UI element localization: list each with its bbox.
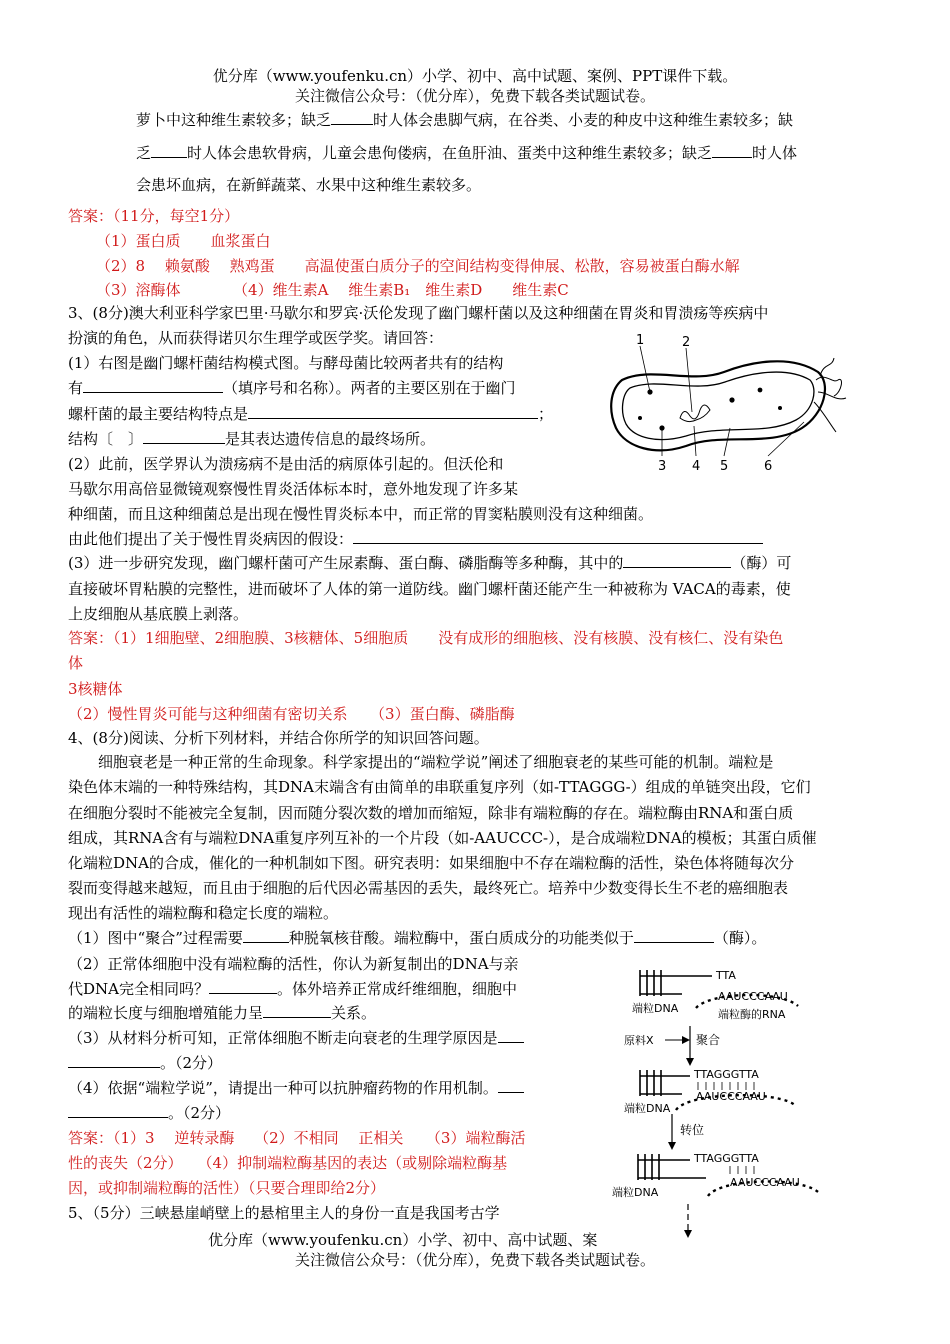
label-5: 5 bbox=[720, 459, 729, 474]
q2-answer-3: （3）溶酶体 （4）维生素A 维生素B₁ 维生素D 维生素C bbox=[96, 281, 569, 299]
q3-part3-b: 直接破坏胃粘膜的完整性，进而破坏了人体的第一道防线。幽门螺杆菌还能产生一种被称为 VACA的毒素，使 bbox=[68, 580, 791, 598]
q3-part1-d: 结构〔 〕 是其表达遗传信息的最终场所。 bbox=[68, 430, 436, 448]
stage-1 bbox=[632, 969, 798, 1021]
page-header-line-2: 关注微信公众号：（优分库），免费下载各类试题试卷。 bbox=[294, 87, 655, 105]
q4-answer-3: 因，或抑制端粒酶的活性）（只要合理即给2分） bbox=[68, 1179, 386, 1197]
blank[interactable] bbox=[263, 1003, 331, 1018]
q4-answer-1: 答案：（1）3 逆转录酶 （2）不相同 正相关 （3）端粒酶活 bbox=[68, 1129, 526, 1147]
blank[interactable] bbox=[331, 110, 373, 125]
q4-sub-2c: 的端粒长度与细胞增殖能力呈 关系。 bbox=[68, 1004, 377, 1022]
q3-answer-1: 答案：（1）1细胞壁、2细胞膜、3核糖体、5细胞质 没有成形的细胞核、没有核膜、没有核仁、没有染色 bbox=[68, 629, 784, 647]
raw-material-x-label: 原料X bbox=[624, 1034, 654, 1047]
q3-part2-d: 由此他们提出了关于慢性胃炎病因的假设： bbox=[68, 529, 763, 549]
q3-part1-a: (1）右图是幽门螺杆菌结构模式图。与酵母菌比较两者共有的结构 bbox=[68, 354, 504, 372]
q4-material-2: 染色体末端的一种特殊结构，其DNA末端含有由简单的串联重复序列（如-TTAGGG-）组成的单链突出段，它们 bbox=[68, 778, 811, 796]
blank[interactable] bbox=[634, 928, 714, 943]
q4-material-4: 组成，其RNA含有与端粒DNA重复序列互补的一个片段（如-AAUCCC-），是合成端粒DNA的模板；其蛋白质催 bbox=[68, 829, 817, 847]
q3-answer-4: （2）慢性胃炎可能与这种细菌有密切关系 （3）蛋白酶、磷脂酶 bbox=[68, 705, 515, 723]
q3-part3-a: (3）进一步研究发现，幽门螺杆菌可产生尿素酶、蛋白酶、磷脂酶等多种酶，其中的 （酶）可 bbox=[68, 554, 792, 572]
telomere-dna-label-2: 端粒DNA bbox=[624, 1102, 671, 1115]
translocation-label: 转位 bbox=[680, 1123, 705, 1137]
label-6: 6 bbox=[764, 459, 773, 474]
q4-sub-1: （1）图中“聚合”过程需要 种脱氧核苷酸。端粒酶中，蛋白质成分的功能类似于 （酶）。 bbox=[68, 929, 767, 947]
q4-material-3: 在细胞分裂时不能被完全复制，因而随分裂次数的增加而缩短，除非有端粒酶的存在。端粒酶由RNA和蛋白质 bbox=[68, 804, 794, 822]
q3-intro-2: 扮演的角色，从而获得诺贝尔生理学或医学奖。请回答： bbox=[68, 329, 444, 347]
telomere-dna-label-3: 端粒DNA bbox=[612, 1186, 659, 1199]
nucleoid bbox=[680, 405, 710, 422]
q3-intro-1: 3、(8分)澳大利亚科学家巴里·马歇尔和罗宾·沃伦发现了幽门螺杆菌以及这种细菌在胃炎和胃溃疡等疾病中 bbox=[68, 304, 769, 322]
blank[interactable] bbox=[68, 1053, 160, 1068]
q4-material-7: 现出有活性的端粒酶和稳定长度的端粒。 bbox=[68, 904, 339, 922]
q3-part2-b: 马歇尔用高倍显微镜观察慢性胃炎活体标本时，意外地发现了许多某 bbox=[68, 480, 519, 498]
flagella bbox=[814, 358, 846, 432]
blank[interactable] bbox=[68, 1103, 168, 1118]
q2-line-3: 会患坏血病，在新鲜蔬菜、水果中这种维生素较多。 bbox=[136, 176, 482, 194]
q3-part3-c: 上皮细胞从基底膜上剥落。 bbox=[68, 605, 249, 623]
q4-sub-4b: 。（2分） bbox=[68, 1103, 230, 1123]
q4-answer-2: 性的丧失（2分） （4）抑制端粒酶基因的表达（或剔除端粒酶基 bbox=[68, 1154, 508, 1172]
svg-text:AAUCCCAAU: AAUCCCAAU bbox=[730, 1176, 800, 1189]
blank[interactable] bbox=[498, 1028, 524, 1043]
label-2: 2 bbox=[682, 335, 691, 350]
q3-answer-3: 3核糖体 bbox=[68, 680, 123, 698]
q4-material-6: 裂而变得越来越短，而且由于细胞的后代因必需基因的丢失，最终死亡。培养中少数变得长生不老的癌细胞表 bbox=[68, 879, 789, 897]
blank[interactable] bbox=[143, 429, 225, 444]
svg-text:TTAGGGTTA: TTAGGGTTA bbox=[694, 1152, 759, 1165]
stage-2 bbox=[624, 1068, 796, 1115]
blank[interactable] bbox=[623, 553, 731, 568]
label-1: 1 bbox=[636, 333, 645, 348]
blank[interactable] bbox=[712, 143, 752, 158]
q4-title: 4、(8分)阅读、分析下列材料，并结合你所学的知识回答问题。 bbox=[68, 729, 489, 747]
page-footer-line-2: 关注微信公众号：（优分库），免费下载各类试题试卷。 bbox=[294, 1251, 655, 1269]
page-footer-line-1: 优分库（www.youfenku.cn）小学、初中、高中试题、案 bbox=[208, 1231, 598, 1249]
q4-sub-4a: （4）依据“端粒学说”，请提出一种可以抗肿瘤药物的作用机制。 bbox=[68, 1078, 524, 1098]
q4-material-5: 化端粒DNA的合成，催化的一种机制如下图。研究表明：如果细胞中不存在端粒酶的活性，染色体将随每次分 bbox=[68, 854, 794, 872]
q3-part1-b: 有 （填序号和名称）。两者的主要区别在于幽门 bbox=[68, 379, 516, 397]
svg-text:TTA: TTA bbox=[716, 969, 736, 982]
continuation-arrow bbox=[684, 1204, 692, 1238]
helicobacter-diagram bbox=[600, 332, 848, 478]
blank[interactable] bbox=[83, 378, 223, 393]
svg-text:AAUCCCAAU: AAUCCCAAU bbox=[718, 990, 788, 1003]
q2-line-1: 萝卜中这种维生素较多；缺乏 时人体会患脚气病，在谷类、小麦的种皮中这种维生素较多；缺 bbox=[136, 111, 794, 129]
svg-text:AAUCCCAAU: AAUCCCAAU bbox=[696, 1090, 766, 1103]
cell-membrane bbox=[623, 372, 814, 440]
q3-part1-c: 螺杆菌的最主要结构特点是 ； bbox=[68, 405, 554, 423]
q4-material-1: 细胞衰老是一种正常的生命现象。科学家提出的“端粒学说”阐述了细胞衰老的某些可能的机制。端粒是 bbox=[68, 753, 774, 771]
telomere-dna-label-1: 端粒DNA bbox=[632, 1002, 679, 1015]
svg-text:TTAGGGTTA: TTAGGGTTA bbox=[694, 1068, 759, 1081]
q5-start: 5、（5分）三峡悬崖峭壁上的悬棺里主人的身份一直是我国考古学 bbox=[68, 1204, 500, 1222]
page-header-line-1: 优分库（www.youfenku.cn）小学、初中、高中试题、案例、PPT课件下载。 bbox=[212, 67, 738, 85]
q2-answer-1: （1）蛋白质 血浆蛋白 bbox=[96, 232, 271, 250]
blank[interactable] bbox=[209, 979, 277, 994]
blank[interactable] bbox=[353, 529, 763, 544]
q4-sub-2a: （2）正常体细胞中没有端粒酶的活性，你认为新复制出的DNA与亲 bbox=[68, 955, 519, 973]
q2-answer-2: （2）8 赖氨酸 熟鸡蛋 高温使蛋白质分子的空间结构变得伸展、松散，容易被蛋白酶水解 bbox=[96, 257, 740, 275]
label-4: 4 bbox=[692, 459, 701, 474]
label-3: 3 bbox=[658, 459, 667, 474]
polymerize-label: 聚合 bbox=[696, 1033, 721, 1047]
q4-sub-3a: （3）从材料分析可知，正常体细胞不断走向衰老的生理学原因是 bbox=[68, 1028, 524, 1048]
telomerase-diagram bbox=[610, 964, 842, 1250]
q3-answer-2: 体 bbox=[68, 654, 84, 672]
blank[interactable] bbox=[243, 928, 289, 943]
telomerase-rna-label: 端粒酶的RNA bbox=[718, 1008, 786, 1021]
q2-line-2: 乏 时人体会患软骨病，儿童会患佝偻病，在鱼肝油、蛋类中这种维生素较多；缺乏 时人体 bbox=[136, 144, 798, 162]
stage-3 bbox=[612, 1152, 820, 1199]
q2-answer-head: 答案：（11分，每空1分） bbox=[68, 207, 240, 225]
q4-sub-2b: 代DNA完全相同吗？ 。体外培养正常成纤维细胞，细胞中 bbox=[68, 980, 518, 998]
q3-part2-c: 种细菌，而且这种细菌总是出现在慢性胃炎标本中，而正常的胃窦粘膜则没有这种细菌。 bbox=[68, 505, 654, 523]
blank[interactable] bbox=[498, 1078, 524, 1093]
q4-sub-3b: 。（2分） bbox=[68, 1053, 222, 1073]
q3-part2-a: (2）此前，医学界认为溃疡病不是由活的病原体引起的。但沃伦和 bbox=[68, 455, 504, 473]
blank[interactable] bbox=[248, 404, 538, 419]
blank[interactable] bbox=[151, 143, 187, 158]
